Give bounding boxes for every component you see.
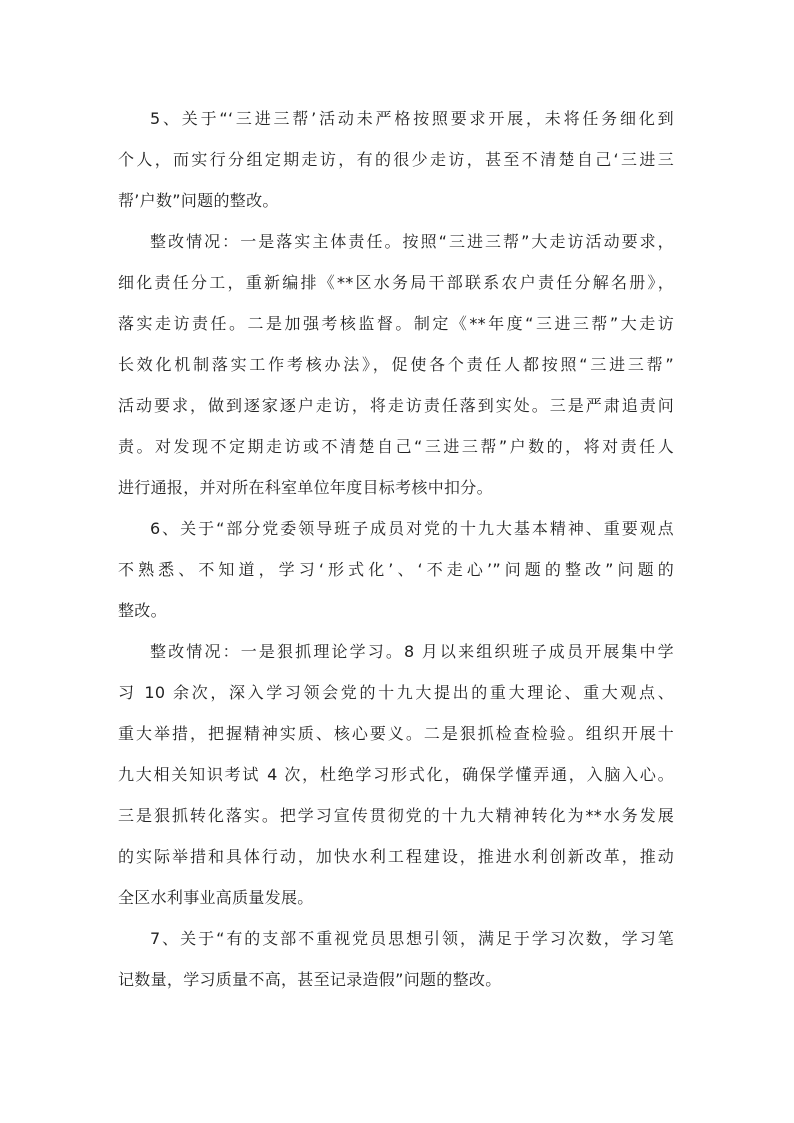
text-line: 5、关于“‘三进三帮’活动未严格按照要求开展，未将任务细化到 — [150, 109, 674, 128]
text-line: 记数量，学习质量不高，甚至记录造假”问题的整改。 — [118, 970, 502, 989]
text-line: 三是狠抓转化落实。把学习宣传贯彻党的十九大精神转化为**水务发展 — [118, 806, 674, 825]
text-line: 重大举措，把握精神实质、核心要义。二是狠抓检查检验。组织开展十 — [118, 724, 674, 743]
text-line: 进行通报，并对所在科室单位年度目标考核中扣分。 — [118, 478, 493, 497]
text-line: 7、关于“有的支部不重视党员思想引领，满足于学习次数，学习笔 — [150, 929, 674, 948]
paragraph-item-7 — [118, 918, 674, 1000]
text-line: 全区水利事业高质量发展。 — [118, 888, 314, 907]
text-line: 6、关于“部分党委领导班子成员对党的十九大基本精神、重要观点 — [150, 519, 674, 538]
text-line: 落实走访责任。二是加强考核监督。制定《**年度“三进三帮”大走访 — [118, 314, 674, 333]
text-line: 九大相关知识考试 4 次，杜绝学习形式化，确保学懂弄通，入脑入心。 — [118, 765, 674, 784]
text-line: 活动要求，做到逐家逐户走访，将走访责任落到实处。三是严肃追责问 — [118, 396, 674, 415]
text-line: 责。对发现不定期走访或不清楚自己“三进三帮”户数的，将对责任人 — [118, 437, 674, 456]
text-line: 整改情况：一是落实主体责任。按照“三进三帮”大走访活动要求， — [150, 232, 674, 251]
document-body — [118, 98, 674, 1000]
text-line: 长效化机制落实工作考核办法》，促使各个责任人都按照“三进三帮” — [118, 355, 674, 374]
text-line: 个人，而实行分组定期走访，有的很少走访，甚至不清楚自己‘三进三 — [118, 150, 674, 169]
text-line: 的实际举措和具体行动，加快水利工程建设，推进水利创新改革，推动 — [118, 847, 674, 866]
text-line: 整改。 — [118, 601, 167, 620]
text-line: 细化责任分工，重新编排《**区水务局干部联系农户责任分解名册》， — [118, 273, 674, 292]
text-line: 不熟悉、不知道，学习‘形式化’、‘不走心’”问题的整改”问题的 — [118, 560, 674, 579]
paragraph-item-6-rectification — [118, 631, 674, 918]
text-line: 帮’户数”问题的整改。 — [118, 191, 279, 210]
paragraph-item-5-rectification — [118, 221, 674, 508]
paragraph-item-6 — [118, 508, 674, 631]
text-line: 整改情况：一是狠抓理论学习。8 月以来组织班子成员开展集中学 — [150, 642, 674, 661]
text-line: 习 10 余次，深入学习领会党的十九大提出的重大理论、重大观点、 — [118, 683, 674, 702]
paragraph-item-5 — [118, 98, 674, 221]
